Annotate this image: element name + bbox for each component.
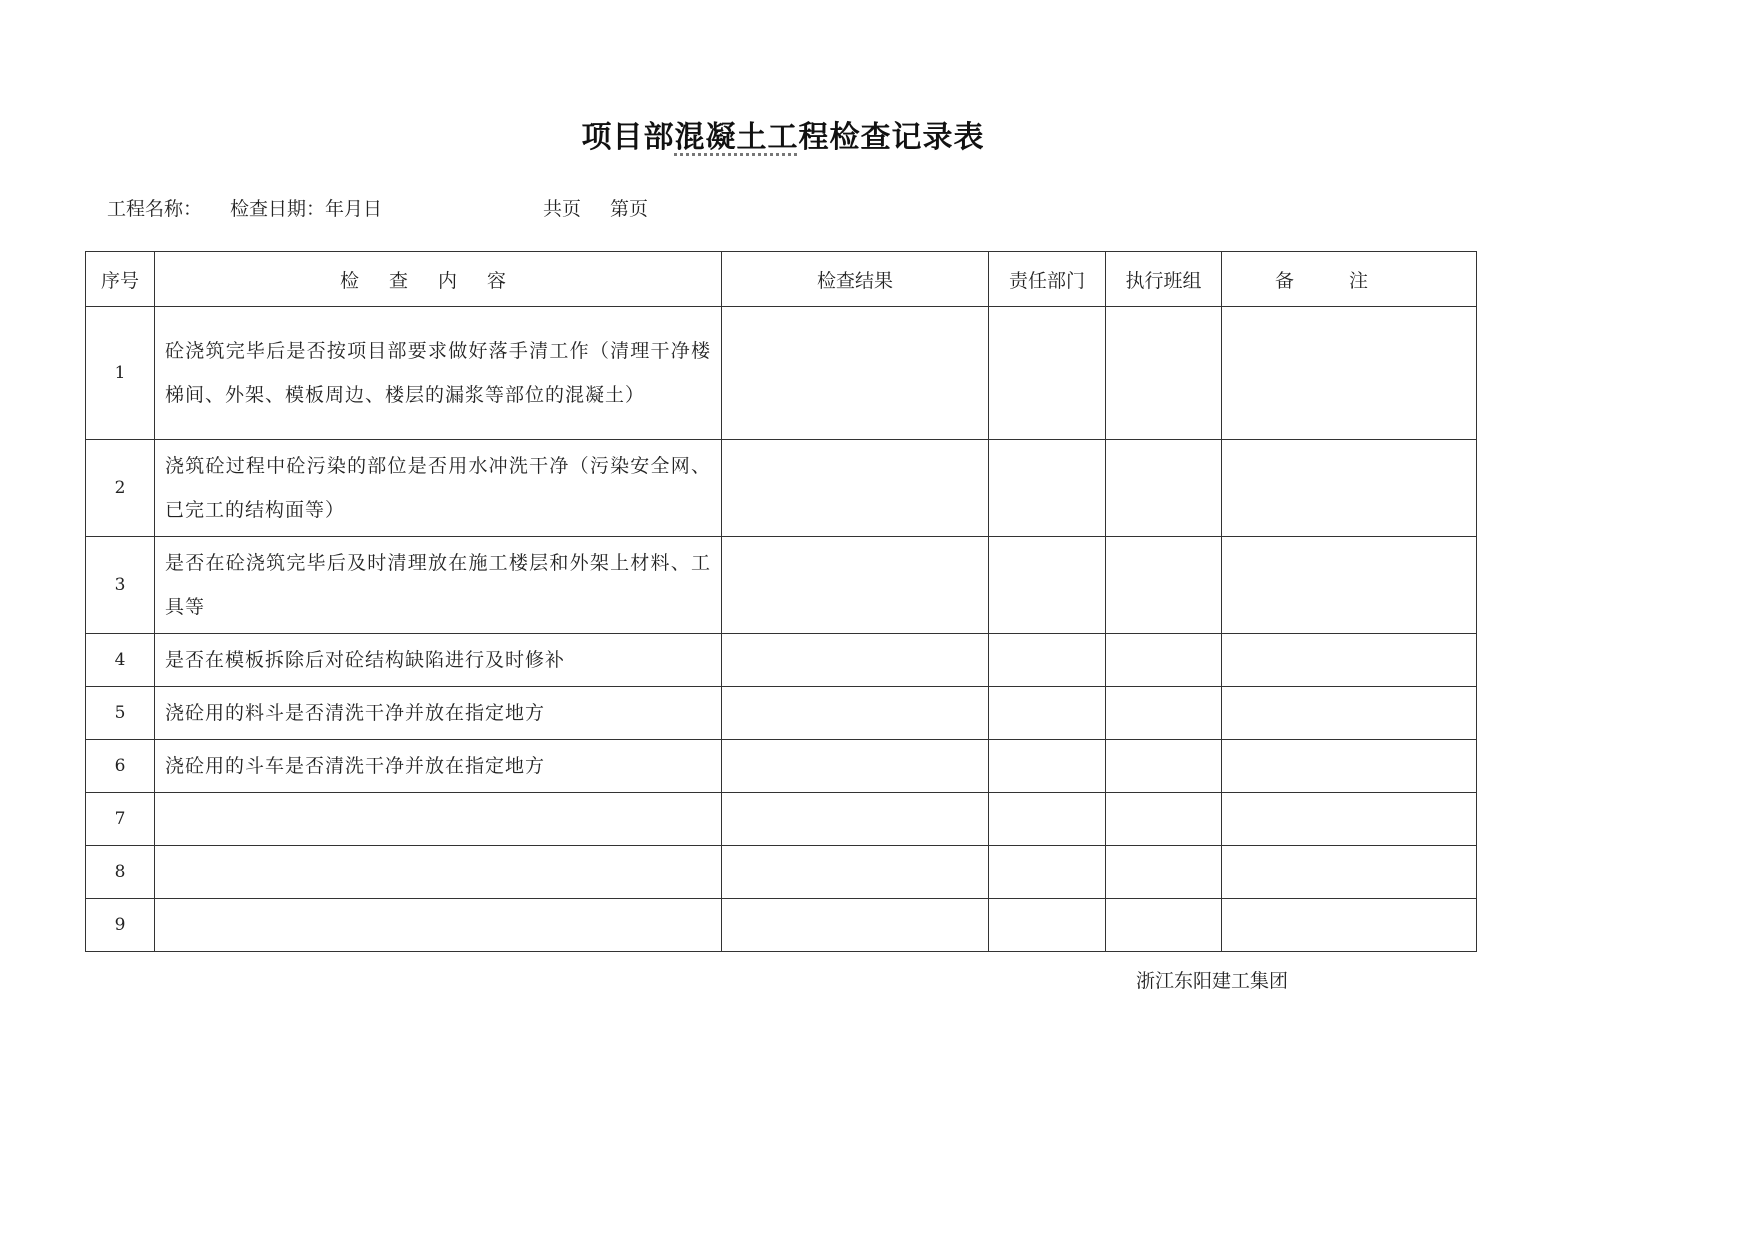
row-result [722,899,989,952]
row-team [1106,793,1222,846]
row-result [722,634,989,687]
row-team [1106,537,1222,634]
page-number-label: 第页 [610,198,649,220]
row-result [722,537,989,634]
company-name: 浙江东阳建工集团 [1136,970,1289,992]
row-result [722,793,989,846]
row-team [1106,846,1222,899]
row-remarks [1222,440,1477,537]
table-header-row [86,252,1477,307]
row-department [989,846,1106,899]
row-department [989,634,1106,687]
row-remarks [1222,307,1477,440]
row-team [1106,899,1222,952]
row-department [989,440,1106,537]
row-index: 4 [86,634,155,687]
header-team: 执行班组 [1106,252,1222,307]
row-index: 7 [86,793,155,846]
page-title [0,112,1566,156]
row-index: 5 [86,687,155,740]
row-content [155,846,722,899]
header-index: 序号 [86,252,155,307]
row-department [989,899,1106,952]
project-name-label: 工程名称： [107,198,203,220]
row-content [155,793,722,846]
row-team [1106,687,1222,740]
table-row [86,793,1477,846]
table-row [86,634,1477,687]
row-index: 3 [86,537,155,634]
row-content: 浇砼用的料斗是否清洗干净并放在指定地方 [155,687,722,740]
row-remarks [1222,899,1477,952]
row-content: 砼浇筑完毕后是否按项目部要求做好落手清工作（清理干净楼梯间、外架、模板周边、楼层的漏浆等部位的混凝土） [155,307,722,440]
row-content: 浇砼用的斗车是否清洗干净并放在指定地方 [155,740,722,793]
row-team [1106,634,1222,687]
header-content: 检查内容 [155,252,722,307]
table-row [86,740,1477,793]
table-row [86,537,1477,634]
row-index: 8 [86,846,155,899]
row-index: 2 [86,440,155,537]
table-row [86,846,1477,899]
table-row [86,687,1477,740]
total-pages-label: 共页 [543,198,582,220]
table-row [86,307,1477,440]
row-remarks [1222,740,1477,793]
header-remarks: 备注 [1222,252,1477,307]
row-result [722,740,989,793]
inspection-date-label: 检查日期：年月日 [230,198,383,220]
title-underlined: 混凝土工 [674,120,799,155]
row-result [722,846,989,899]
table-row [86,899,1477,952]
row-remarks [1222,846,1477,899]
row-result [722,307,989,440]
row-department [989,793,1106,846]
row-content: 是否在模板拆除后对砼结构缺陷进行及时修补 [155,634,722,687]
row-content: 浇筑砼过程中砼污染的部位是否用水冲洗干净（污染安全网、已完工的结构面等） [155,440,722,537]
row-remarks [1222,537,1477,634]
row-remarks [1222,793,1477,846]
row-team [1106,440,1222,537]
row-result [722,440,989,537]
row-result [722,687,989,740]
row-team [1106,740,1222,793]
inspection-record-table [85,251,1477,952]
row-index: 9 [86,899,155,952]
row-department [989,307,1106,440]
row-remarks [1222,687,1477,740]
title-prefix: 项目部 [581,120,675,155]
row-department [989,537,1106,634]
row-department [989,687,1106,740]
row-remarks [1222,634,1477,687]
row-department [989,740,1106,793]
row-team [1106,307,1222,440]
title-suffix: 程检查记录表 [798,120,985,155]
row-content: 是否在砼浇筑完毕后及时清理放在施工楼层和外架上材料、工具等 [155,537,722,634]
row-index: 6 [86,740,155,793]
header-department: 责任部门 [989,252,1106,307]
row-content [155,899,722,952]
table-row [86,440,1477,537]
row-index: 1 [86,307,155,440]
header-result: 检查结果 [722,252,989,307]
